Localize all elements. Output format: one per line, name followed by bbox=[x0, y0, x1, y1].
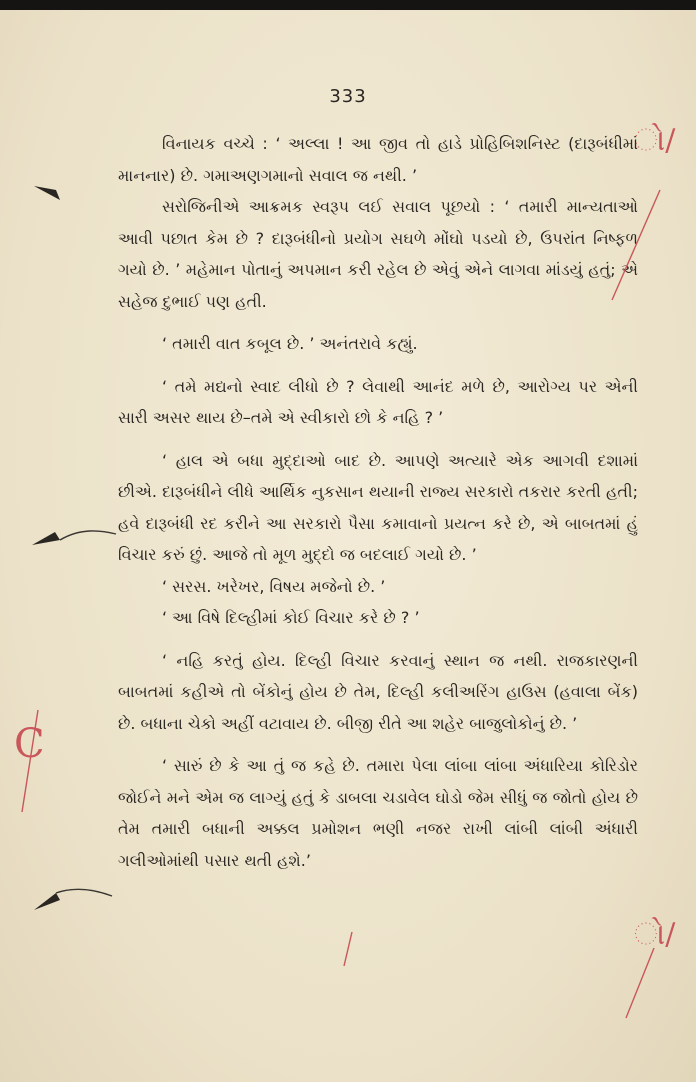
paragraph-5: ‘ હાલ એ બધા મુદ્દાઓ બાદ છે. આપણે અત્યારે એક આગવી દશામાં છીએ. દારૂબંધીને લીધે આર્થિક નુકસાન થયાની રાજ્ય સરકારો તકરાર કરતી હતી; હવે દારૂબંધી રદ કરીને આ સરકારો પૈસા કમાવાનો પ્રયત્ન કરે છે, એ બાબતમાં હું વિચાર કરું છું. આજે તો મૂળ મુદ્દો જ બદલાઈ ગયો છે. ’ bbox=[118, 450, 638, 564]
paragraph-3: ‘ તમારી વાત કબૂલ છે. ’ અનંતરાવે કહ્યું. bbox=[162, 334, 418, 353]
scan-top-edge bbox=[0, 0, 696, 10]
page-number: 333 bbox=[329, 86, 367, 107]
paragraph-8: ‘ નહિ કરતું હોય. દિલ્હી વિચાર કરવાનું સ્થાન જ નથી. રાજકારણની બાબતમાં કહીએ તો બેંકોનું હોય છે તેમ, દિલ્હી કલીઅરિંગ હાઉસ (હવાલા બેંક) છે. બધાના ચેકો અહીં વટાવાય છે. બીજી રીતે આ શહેર બાજુલોકોનું છે. ’ bbox=[118, 650, 638, 733]
paragraph-9: ‘ સારું છે કે આ તું જ કહે છે. તમારા પેલા લાંબા લાંબા અંધારિયા કોરિડોર જોઈને મને એમ જ લાગ્યું હતું કે ડાબલા ચડાવેલ ઘોડો જેમ સીધું જ જોતો હોય છે તેમ તમારી બધાની અક્કલ પ્રમોશન ભણી નજર રાખી લાંબી લાંબી અંધારી ગલીઓમાંથી પસાર થતી હશે.’ bbox=[118, 756, 638, 870]
margin-annotation-bottom-right: ો/ bbox=[634, 917, 676, 952]
paragraph-7: ‘ આ વિષે દિલ્હીમાં કોઈ વિચાર કરે છે ? ’ bbox=[162, 608, 420, 627]
page-body-text bbox=[118, 128, 638, 876]
paragraph-6: ‘ સરસ. ખરેખર, વિષય મજેનો છે. ’ bbox=[162, 576, 386, 596]
margin-annotation-left: C bbox=[14, 721, 45, 767]
margin-annotation-top-right: ો/ bbox=[634, 123, 676, 158]
paragraph-2: સરોજિનીએ આક્રમક સ્વરૂપ લઈ સવાલ પૂછયો : ‘ તમારી માન્યતાઓ આવી પછાત કેમ છે ? દારૂબંધીનો પ્રયોગ સઘળે મોંઘો પડયો છે, ઉપરાંત નિષ્ફળ ગયો છે. ’ મહેમાન પોતાનું અપમાન કરી રહેલ છે એવું એને લાગવા માંડયું હતું; એ સહેજ દુભાઈ પણ હતી. bbox=[118, 197, 638, 311]
paragraph-1: વિનાયક વચ્ચે : ‘ અલ્લા ! આ જીવ તો હાડે પ્રોહિબિશનિસ્ટ (દારૂબંધીમાં માનનાર) છે. ગમાઅણગમાનો સવાલ જ નથી. ’ bbox=[118, 134, 638, 185]
paragraph-4: ‘ તમે મદ્યનો સ્વાદ લીધો છે ? લેવાથી આનંદ મળે છે, આરોગ્ય પર એની સારી અસર થાય છે–તમે એ સ્વીકારો છો કે નહિ ? ’ bbox=[118, 376, 638, 427]
